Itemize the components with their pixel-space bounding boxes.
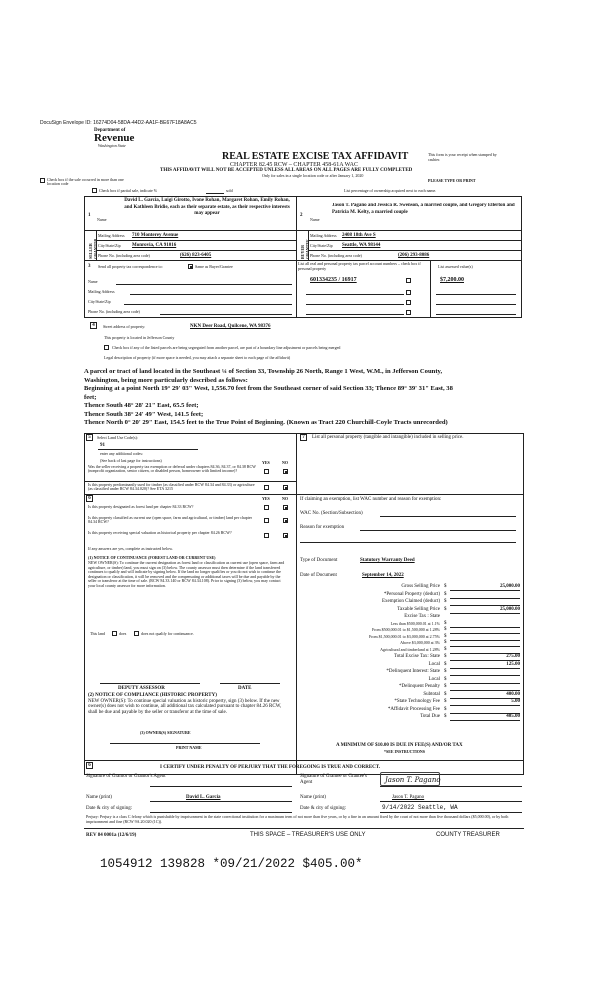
buyer-section-number: 2 [300,213,303,218]
grantee-signature-box[interactable] [380,772,440,786]
parcel-number[interactable]: 601334235 / 16917 [310,277,357,283]
parcel-personal-checkbox-2[interactable] [406,290,411,295]
multi-location-label: Check box if the sale occurred in more than one location code [47,177,124,186]
bracket-label: Agricultural and timberland at 1.28% [380,646,440,652]
type-or-print: PLEASE TYPE OR PRINT [428,178,476,183]
receipt-note: This form is your receipt when stamped by cashier. [428,152,497,162]
seller-section-number: 1 [88,213,91,218]
logo-name: Revenue [94,132,135,144]
tax-label: *Personal Property (deduct) [383,591,440,597]
q1-no-checkbox[interactable] [283,469,288,474]
legal-line: Washington, being more particularly described as follows: [84,376,248,384]
county-note: This property is located in Jefferson County [104,335,175,340]
legal-description-label: Legal description of property (if more space is needed, you may attach a separate sheet to each page of the affidavit) [104,355,291,360]
minimum-fee-note: A MINIMUM OF $10.00 IS DUE IN FEE(S) AND/OR TAX [336,743,463,748]
tax-label: *Delinquent Interest: State [386,669,440,674]
tax-value[interactable]: 275.00 [506,654,520,659]
buyer-mailing-label: Mailing Address [310,233,337,238]
grantee-signature: Jason T. Pagano [385,776,441,784]
seller-side-label: SELLER GRANTOR [88,238,98,259]
sec4-label: Street address of property: [103,324,146,329]
parcel-personal-checkbox-4[interactable] [406,310,411,315]
buyer-city-label: City/State/Zip [310,243,333,248]
grantee-date-label: Date & city of signing: [300,806,347,811]
tax-value[interactable]: 5.00 [511,699,520,704]
sec6-number: 6 [86,762,93,769]
doc-date-label: Date of Document [300,573,337,578]
treasurer-stamp: 1054912 139828 *09/21/2022 $405.00* [100,857,363,871]
q2-yes-checkbox[interactable] [264,485,269,490]
logo-dept: Department of [94,128,126,133]
sec7-number: 7 [300,434,307,441]
notice-compliance-body: NEW OWNER(S): To continue special valuation as historic property, sign (3) below. If the new owner(s) does not wish to continue, all additional tax calculated pursuant to chapter 84.26 RCW, shall be due and payable by the seller or transferor at the time of sale. [88,699,282,715]
sec3-phone-label: Phone No. (including area code) [88,309,140,314]
sec3-city-label: City/State/Zip [88,299,111,304]
segregated-checkbox[interactable] [104,345,109,350]
see-instructions: (See back of last page for instructions) [100,458,162,463]
revenue-logo [94,128,154,150]
legal-line: Thence North 0° 20' 29" East, 154.5 feet to the True Point of Beginning. (Known as Tract 220 Churchill-Coyle Tracts unrecorded) [84,419,448,426]
doc-date[interactable]: September 14, 2022 [362,573,404,578]
form-title: REAL ESTATE EXCISE TAX AFFIDAVIT [222,151,409,162]
partial-sale-checkbox[interactable] [92,188,97,193]
perjury-note: Perjury: Perjury is a class C felony which is punishable by imprisonment in the state correctional institution for a maximum term of not more than five years, or by a fine in an amount fixed by the court of not more than five thousand dollars ($5,000.00), or by both imprisonment and fine (RCW 9A.20.020 (1C)). [86,814,509,824]
tax-label: Total Excise Tax: State [393,654,440,659]
tax-value[interactable]: 400.00 [506,691,520,697]
legal-description[interactable] [84,368,524,428]
tax-label: *Affidavit Processing Fee [387,706,440,712]
tax-value[interactable]: 25,000.00 [500,606,520,612]
buyer-name[interactable]: Jason T. Pagano and Jessica R. Swenson, a married couple, and Gregory Ellerton and Patricia M. Kelty, a married couple [332,203,515,215]
grantor-name-label: Name (print) [86,795,112,800]
form-revision: REV 84 0001a (12/6/19) [86,833,137,838]
see-instructions-note: *SEE INSTRUCTIONS [384,749,426,754]
q2-no-checkbox[interactable] [283,485,288,490]
logo-state: Washington State [98,143,126,148]
legal-line: Thence South 38° 24' 49" West, 141.5 feet; [84,410,204,418]
ownership-label: List percentage of ownership acquired next to each name. [344,188,437,193]
sec3-name-label: Name [88,279,98,284]
wac-label: WAC No. (Section/Subsection) [300,511,363,516]
property-address[interactable]: NKN Deer Road, Quilcene, WA 98376 [190,324,271,329]
yes-header: YES [262,460,270,465]
excise-header: Excise Tax : State [404,614,440,619]
any-yes-note: If any answers are yes, complete as instructed below. [88,546,173,551]
sold-label: sold [226,188,233,193]
tax-label: Local [428,661,440,667]
sec5-number: 5 [86,434,93,441]
docusign-envelope-id: DocuSign Envelope ID: 16274D04-58DA-44D2-AA1F-BE67F18A8AC5 [40,120,197,126]
no-header: NO [282,460,288,465]
tax-value[interactable]: 125.00 [506,661,520,667]
buyer-city[interactable]: Seattle, WA 98144 [342,243,381,248]
q3-text: Is this property designated as forest land per chapter 84.33 RCW? [88,504,194,509]
print-name-label: PRINT NAME [176,745,202,750]
sec4-number: 4 [90,322,97,329]
county-treasurer: COUNTY TREASURER [436,832,500,838]
tax-table: Gross Selling Price $ 25,000.00 *Personal Property (deduct) $ Exemption Claimed (deduct) $ Taxable Selling Price $ 25,000.00 Excise Tax : State Less than $500,000.01 at 1.1% $ From $500,000.01 to $1,500,000 at 1.28% $ From $1,500,000.01 to $3,000,000 at 2.75% $ Above $3,000,000 at 3% $ Agricultural and timberland at 1.28% $ Total Excise Tax: State $ 275.00 Local $ 125.00 *Delinquent Interest: State $ Local $ *Delinquent Penalty $ Subtotal $ 400.00 *State Technology Fee $ 5.00 *Affidavit Processing Fee $ Total Due $ 405.00 [369,584,520,719]
grantee-name-label: Name (print) [300,795,326,800]
grantor-date-label: Date & city of signing: [86,806,133,811]
buyer-mailing[interactable]: 2408 18th Ave S [342,233,376,238]
treasurer-space: THIS SPACE – TREASURER'S USE ONLY [250,832,366,838]
form-warning: THIS AFFIDAVIT WILL NOT BE ACCEPTED UNLESS ALL AREAS ON ALL PAGES ARE FULLY COMPLETED [160,168,413,173]
seller-city-label: City/State/Zip [98,243,121,248]
grantor-name[interactable]: David L. Garcia [186,795,221,800]
tax-label: Exemption Claimed (deduct) [381,599,440,604]
q5-text: Is this property receiving special valuation as historical property per chapter 84.26 RCW? [88,530,232,535]
parcel-personal-checkbox-1[interactable] [406,278,411,283]
tax-value[interactable]: 25,000.00 [500,584,520,589]
seller-phone-label: Phone No. (including area code) [98,253,150,258]
same-as-buyer-checkbox[interactable] [188,264,193,269]
q4-text: Is this property classified as current use (open space, farm and agricultural, or timber) land per chapter 84.34 RCW? [88,515,252,525]
legal-line: A parcel or tract of land located in the Southeast ¼ of Section 33, Township 26 North, Range 1 West, W.M., in Jefferson County, [84,368,443,375]
tax-label: Local [428,676,440,682]
sec6-box-number: 6 [86,495,93,502]
tax-label: *State Technology Fee [394,699,440,704]
bracket-label: Above $3,000,000 at 3% [400,640,440,645]
additional-codes-label: enter any additional codes: [100,451,143,456]
notice-continuance-body: NEW OWNER(S): To continue the current designation as forest land or classification as current use (open space, farm and agriculture, or timber) land, you must sign on (3) below. The county assessor must then determine if the land transferred continues to qualify and will indicate by signing below. If the land no longer qualifies or you do not wish to continue the designation or classification, it will be removed and the compensating or additional taxes will be due and payable by the seller or transferor at the time of sale. (RCW 84.33.140 or RCW 84.34.108). Prior to signing (3) below, you may contact your local county assessor for more information. [88,560,285,588]
parcel-header: List all real and personal property tax parcel account numbers – check box if personal property [298,261,421,271]
q1-text: Was the seller receiving a property tax exemption or deferral under chapters 84.36, 84.37, or 84.38 RCW (nonprofit organization, senior citizen, or disabled person, homeowner with limited income)? [88,464,256,474]
buyer-name-label: Name [310,217,320,222]
q5-no-checkbox[interactable] [283,533,288,538]
form-chapter: CHAPTER 82.45 RCW – CHAPTER 458-61A WAC [230,162,358,168]
seller-name[interactable]: David L. Garcia, Luigi Girotto, Ivone Rohan, Margaret Rohan, Emily Rohan, and Kathleen Bridie, each as their separate estate, as their respective interests may appear [124,198,290,216]
legal-line: feet; [84,393,97,401]
tax-label: Gross Selling Price [401,584,440,589]
assessed-value[interactable]: $7,200.00 [440,277,464,283]
buyer-side-label: BUYER GRANTEE [300,239,310,259]
form-note: Only for sales in a single location code or after January 1, 2020 [262,173,364,178]
tax-label: Subtotal [423,691,440,697]
notice-continuance-title: (1) NOTICE OF CONTINUANCE (FOREST LAND OR CURRENT USE) [88,555,216,560]
assessed-header: List assessed value(s) [438,264,473,269]
does-checkbox[interactable] [112,631,117,636]
partial-sale-label: Check box if partial sale, indicate % [99,188,158,193]
grantee-date-city[interactable]: 9/14/2022 Seattle, WA [382,804,458,811]
seller-city[interactable]: Monrovia, CA 91016 [132,243,177,248]
q3-yes-checkbox[interactable] [264,505,269,510]
parcel-personal-checkbox-3[interactable] [406,300,411,305]
this-land-label: This land [90,631,105,636]
legal-line: Beginning at a point North 19° 29' 03" West, 1,556.70 feet from the Southeast corner of said Section 33; Thence 89° 39' 31" East, 38 [84,385,453,392]
grantee-name[interactable]: Jason T. Pagano [392,795,425,800]
seller-mailing[interactable]: 710 Monterey Avenue [132,233,179,238]
same-as-buyer-label: Same as Buyer/Grantee [195,264,233,269]
personal-property-label: List all personal property (tangible and intangible) included in selling price. [312,435,464,440]
q5-yes-checkbox[interactable] [264,533,269,538]
grantee-signature-label: Signature of Grantee or Grantee's Agent [300,774,367,785]
sec3-mailing-label: Mailing Address [88,289,115,294]
does-label: does [119,631,127,636]
q4-no-checkbox[interactable] [283,518,288,523]
buyer-phone[interactable]: (206) 293-8086 [398,253,430,258]
tax-label: *Delinquent Penalty [399,684,440,689]
does-not-label: does not qualify for continuance. [141,631,194,636]
doc-type-label: Type of Document [300,558,338,563]
exemption-label: If claiming an exemption, list WAC number and reason for exemption: [300,497,442,502]
deputy-date-label: DATE [238,686,252,691]
doc-type[interactable]: Statutory Warranty Deed [360,558,415,563]
tax-label: Taxable Selling Price [397,606,440,612]
multi-location-checkbox[interactable] [40,178,45,183]
certify-statement: I CERTIFY UNDER PENALTY OF PERJURY THAT THE FOREGOING IS TRUE AND CORRECT. [160,765,381,770]
owner-signature-label: (3) OWNER(S) SIGNATURE [140,730,191,735]
grantor-signature-label: Signature of Grantor or Grantor's Agent [86,774,166,779]
bracket-label: From $1,500,000.01 to $3,000,000 at 2.75% [369,633,440,639]
yes-header-2: YES [262,496,270,501]
land-use-code[interactable]: 91 [100,443,105,448]
seller-name-label: Name [97,217,107,222]
does-not-checkbox[interactable] [134,631,139,636]
tax-value[interactable]: 405.00 [506,714,520,719]
notice-compliance-title: (2) NOTICE OF COMPLIANCE (HISTORIC PROPERTY) [88,693,217,698]
sec3-number: 3 [88,264,91,269]
tax-label: Total Due [420,714,440,719]
seller-phone[interactable]: (626) 823-6405 [180,253,212,258]
seller-mailing-label: Mailing Address [98,233,125,238]
bracket-label: Less than $500,000.01 at 1.1% [390,620,440,626]
land-use-label: Select Land Use Code(s): [97,435,138,440]
legal-line: Thence South 48° 28' 21" East, 65.5 feet; [84,402,199,409]
segregated-label: Check box if any of the listed parcels are being segregated from another parcel, are part of a boundary line adjustment or parcels being merged [112,345,341,350]
no-header-2: NO [282,496,288,501]
bracket-label: From $500,000.01 to $1,500,000 at 1.28% [372,627,440,632]
reason-label: Reason for exemption [300,525,345,530]
buyer-phone-label: Phone No. (including area code) [310,253,362,258]
q2-text: Is this property predominantly used for timber (as classified under RCW 84.34 and 84.33) or agriculture (as classified under RCW 84.34.020)? See ETA 3215 [88,482,255,492]
q4-yes-checkbox[interactable] [264,518,269,523]
q3-no-checkbox[interactable] [283,505,288,510]
q1-yes-checkbox[interactable] [264,469,269,474]
deputy-assessor-label: DEPUTY ASSESSOR [118,686,165,691]
sec3-label: Send all property tax correspondence to: [98,264,163,269]
